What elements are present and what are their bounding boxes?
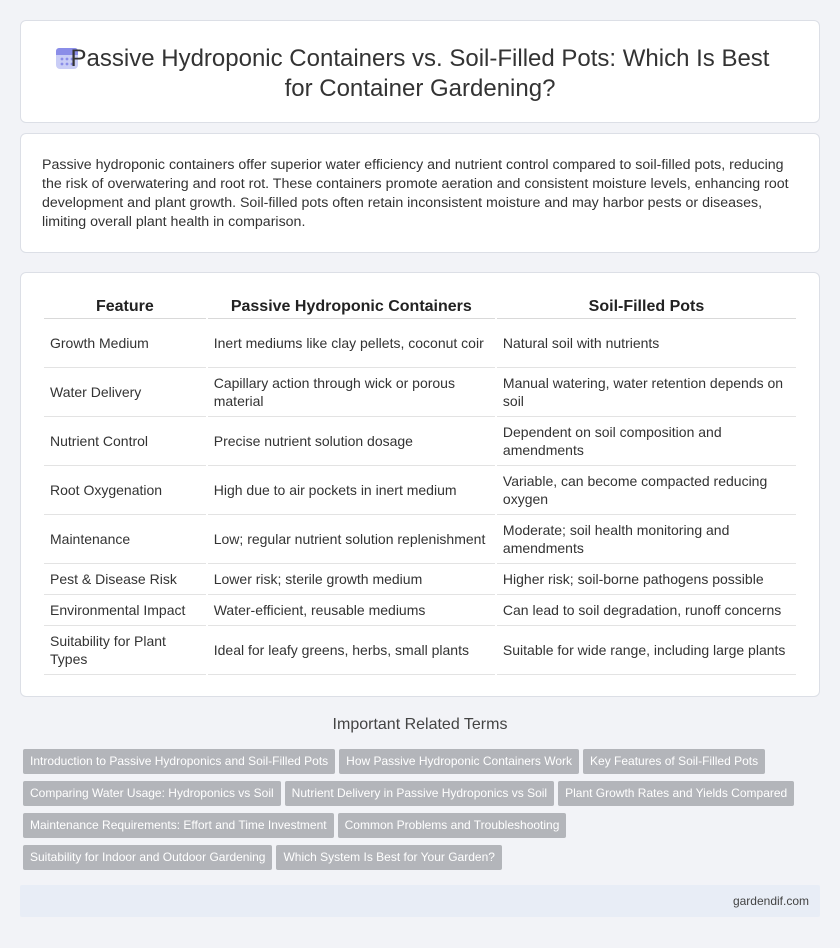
table-row <box>44 595 796 626</box>
footer-bar <box>20 885 820 917</box>
feature-cell: Nutrient Control <box>44 417 206 466</box>
soil-cell: Suitable for wide range, including large plants <box>497 626 796 675</box>
soil-cell: Can lead to soil degradation, runoff concerns <box>497 595 796 626</box>
feature-cell: Growth Medium <box>44 319 206 368</box>
hydroponic-cell: Water-efficient, reusable mediums <box>208 595 495 626</box>
soil-cell: Higher risk; soil-borne pathogens possible <box>497 564 796 595</box>
hydroponic-cell: Capillary action through wick or porous material <box>208 368 495 417</box>
soil-cell: Dependent on soil composition and amendments <box>497 417 796 466</box>
header-passive-hydroponic: Passive Hydroponic Containers <box>208 294 495 319</box>
title-card <box>20 20 820 123</box>
table-header-row <box>44 294 796 319</box>
hydroponic-cell: Low; regular nutrient solution replenishment <box>208 515 495 564</box>
table-row <box>44 417 796 466</box>
soil-cell: Variable, can become compacted reducing oxygen <box>497 466 796 515</box>
feature-cell: Maintenance <box>44 515 206 564</box>
comparison-table-card <box>20 272 820 697</box>
page-title: Passive Hydroponic Containers vs. Soil-Filled Pots: Which Is Best for Container Gardening? <box>70 45 770 102</box>
related-terms-title: Important Related Terms <box>332 716 508 733</box>
feature-cell: Pest & Disease Risk <box>44 564 206 595</box>
feature-cell: Root Oxygenation <box>44 466 206 515</box>
soil-cell: Natural soil with nutrients <box>497 319 796 368</box>
related-tag[interactable]: Maintenance Requirements: Effort and Time Investment <box>23 813 334 838</box>
soil-cell: Manual watering, water retention depends on soil <box>497 368 796 417</box>
hydroponic-cell: Precise nutrient solution dosage <box>208 417 495 466</box>
related-tag[interactable]: Suitability for Indoor and Outdoor Gardening <box>23 845 272 870</box>
intro-paragraph: Passive hydroponic containers offer superior water efficiency and nutrient control compared to soil-filled pots, reducing the risk of overwatering and root rot. These containers promote aeration and consistent moisture levels, enhancing root development and plant growth. Soil-filled pots often retain inconsistent moisture and may harbor pests or diseases, limiting overall plant health in comparison. <box>42 157 789 230</box>
soil-cell: Moderate; soil health monitoring and amendments <box>497 515 796 564</box>
related-tag[interactable]: Introduction to Passive Hydroponics and Soil-Filled Pots <box>23 749 335 774</box>
feature-cell: Water Delivery <box>44 368 206 417</box>
hydroponic-cell: Ideal for leafy greens, herbs, small plants <box>208 626 495 675</box>
related-tag[interactable]: How Passive Hydroponic Containers Work <box>339 749 579 774</box>
related-terms-tags <box>23 749 823 877</box>
feature-cell: Suitability for Plant Types <box>44 626 206 675</box>
footer-site-link[interactable]: gardendif.com <box>732 894 809 908</box>
table-row <box>44 368 796 417</box>
hydroponic-cell: Inert mediums like clay pellets, coconut coir <box>208 319 495 368</box>
header-soil-filled: Soil-Filled Pots <box>497 294 796 319</box>
table-row <box>44 515 796 564</box>
related-tag[interactable]: Common Problems and Troubleshooting <box>338 813 567 838</box>
comparison-table <box>42 294 798 675</box>
hydroponic-cell: High due to air pockets in inert medium <box>208 466 495 515</box>
table-row <box>44 564 796 595</box>
related-tag[interactable]: Which System Is Best for Your Garden? <box>276 845 501 870</box>
feature-cell: Environmental Impact <box>44 595 206 626</box>
table-row <box>44 626 796 675</box>
related-tag[interactable]: Plant Growth Rates and Yields Compared <box>558 781 794 806</box>
intro-card <box>20 133 820 253</box>
related-tag[interactable]: Nutrient Delivery in Passive Hydroponics vs Soil <box>285 781 554 806</box>
related-tag[interactable]: Key Features of Soil-Filled Pots <box>583 749 765 774</box>
table-row <box>44 319 796 368</box>
related-tag[interactable]: Comparing Water Usage: Hydroponics vs Soil <box>23 781 281 806</box>
header-feature: Feature <box>44 294 206 319</box>
hydroponic-cell: Lower risk; sterile growth medium <box>208 564 495 595</box>
table-row <box>44 466 796 515</box>
